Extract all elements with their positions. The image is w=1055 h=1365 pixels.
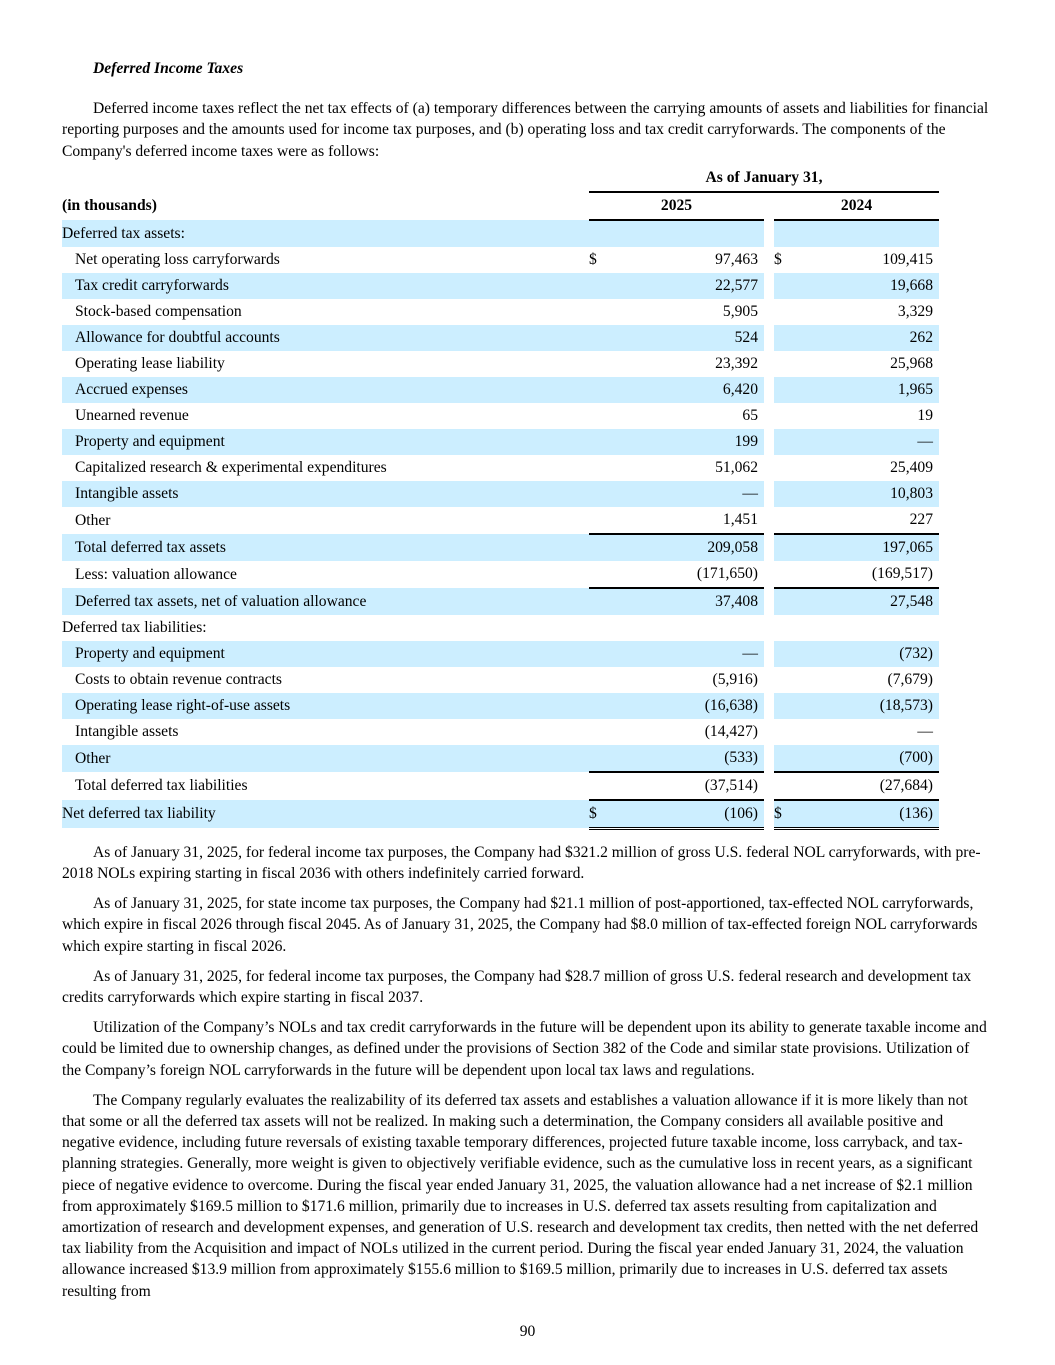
value-2024: 19 xyxy=(917,407,933,425)
cell-pad xyxy=(933,455,939,481)
column-gap xyxy=(764,351,774,377)
column-gap xyxy=(764,615,774,641)
currency-symbol xyxy=(589,745,601,772)
value-2024: 25,968 xyxy=(890,355,933,373)
currency-symbol xyxy=(589,325,601,351)
column-gap xyxy=(764,507,774,534)
assets-header-row xyxy=(62,220,939,247)
currency-symbol xyxy=(589,561,601,588)
value-2024: — xyxy=(786,429,933,455)
row-label: Accrued expenses xyxy=(62,377,589,403)
cell-pad xyxy=(933,800,939,829)
body-paragraph: As of January 31, 2025, for state income tax purposes, the Company had $21.1 million of post-apportioned, tax-effected NOL carryforwards, which expire in fiscal 2026 through fiscal 2045. As of January 31, 2025, the Company had $8.0 million of tax-effected foreign NOL carryforwards which expire starting in fiscal 2026. xyxy=(62,895,978,955)
value-2024: (136) xyxy=(786,800,933,829)
value-2025: (171,650) xyxy=(601,561,758,588)
value-2025: 199 xyxy=(601,429,758,455)
net-liability-row xyxy=(62,800,939,829)
currency-symbol xyxy=(589,481,601,507)
cell-pad xyxy=(786,615,933,641)
cell-pad xyxy=(933,429,939,455)
value-2025: 23,392 xyxy=(715,355,758,373)
value-2024: 227 xyxy=(786,507,933,534)
cell-pad xyxy=(933,273,939,299)
table-row xyxy=(62,299,939,325)
cell-pad xyxy=(933,772,939,800)
value-2025: 65 xyxy=(742,407,758,425)
column-gap xyxy=(764,800,774,829)
row-label: Property and equipment xyxy=(62,429,589,455)
value-2025: 22,577 xyxy=(601,273,758,299)
value-2024: (732) xyxy=(786,641,933,667)
value-2024: 10,803 xyxy=(786,481,933,507)
cell-pad xyxy=(933,351,939,377)
currency-symbol xyxy=(774,641,786,667)
value-2024: 27,548 xyxy=(786,588,933,615)
value-2025: (5,916) xyxy=(712,671,758,689)
table-row xyxy=(62,325,939,351)
cell-pad xyxy=(601,615,758,641)
units-label: (in thousands) xyxy=(62,197,157,215)
table-row xyxy=(62,719,939,745)
value-2024: 1,965 xyxy=(786,377,933,403)
row-label: Intangible assets xyxy=(75,723,179,741)
value-2025: 524 xyxy=(601,325,758,351)
table-row xyxy=(62,403,939,429)
currency-symbol xyxy=(774,534,786,561)
currency-symbol xyxy=(589,507,601,534)
column-gap xyxy=(764,220,774,247)
currency-symbol xyxy=(774,299,786,325)
value-2024: (700) xyxy=(786,745,933,772)
table-row xyxy=(62,667,939,693)
currency-symbol xyxy=(589,455,601,481)
currency-symbol xyxy=(774,325,786,351)
column-header-row xyxy=(62,192,939,220)
row-label: Other xyxy=(62,745,589,772)
column-gap xyxy=(764,377,774,403)
column-header-2024: 2024 xyxy=(774,192,939,220)
currency-symbol xyxy=(774,667,786,693)
liabilities-header-row xyxy=(62,615,939,641)
valuation-row xyxy=(62,561,939,588)
period-header-row xyxy=(62,165,939,192)
row-label: Net deferred tax liability xyxy=(62,800,589,829)
total-liabilities-row xyxy=(62,772,939,800)
currency-symbol: $ xyxy=(774,251,782,269)
value-2025: 97,463 xyxy=(715,251,758,269)
value-2025: (37,514) xyxy=(601,772,758,800)
currency-symbol xyxy=(589,693,601,719)
currency-symbol: $ xyxy=(589,800,601,829)
column-gap xyxy=(764,403,774,429)
period-header: As of January 31, xyxy=(589,165,939,192)
row-label: Stock-based compensation xyxy=(75,303,242,321)
currency-symbol xyxy=(589,719,601,745)
row-label: Total deferred tax liabilities xyxy=(75,777,248,795)
table-row xyxy=(62,273,939,299)
value-2024: 19,668 xyxy=(786,273,933,299)
column-gap xyxy=(764,745,774,772)
cell-pad xyxy=(933,719,939,745)
currency-symbol xyxy=(774,403,786,429)
value-2025: 5,905 xyxy=(722,303,758,321)
deferred-tax-table xyxy=(62,165,939,830)
row-label: Net operating loss carryforwards xyxy=(75,251,280,269)
currency-symbol xyxy=(774,507,786,534)
value-2024: — xyxy=(917,723,933,741)
table-row xyxy=(62,507,939,534)
column-gap xyxy=(764,455,774,481)
cell-pad xyxy=(933,247,939,273)
currency-symbol: $ xyxy=(589,251,597,269)
column-gap xyxy=(764,325,774,351)
value-2025: (16,638) xyxy=(601,693,758,719)
currency-symbol xyxy=(774,273,786,299)
table-row xyxy=(62,377,939,403)
body-paragraph: As of January 31, 2025, for federal income tax purposes, the Company had $321.2 million of gross U.S. federal NOL carryforwards, with pre-2018 NOLs expiring starting in fiscal 2036 with others indefinitely carried forward. xyxy=(62,843,981,883)
cell-pad xyxy=(933,693,939,719)
row-label: Capitalized research & experimental expenditures xyxy=(75,459,387,477)
column-header-2025: 2025 xyxy=(589,192,764,220)
table-row xyxy=(62,641,939,667)
row-label: Allowance for doubtful accounts xyxy=(62,325,589,351)
cell-pad xyxy=(933,481,939,507)
currency-symbol xyxy=(774,481,786,507)
currency-symbol xyxy=(774,745,786,772)
value-2025: (106) xyxy=(601,800,758,829)
currency-symbol xyxy=(589,403,601,429)
table-row xyxy=(62,481,939,507)
section-label: Deferred tax liabilities: xyxy=(62,619,207,637)
cell-pad xyxy=(589,615,601,641)
currency-symbol xyxy=(589,429,601,455)
table-row xyxy=(62,745,939,772)
cell-pad xyxy=(933,588,939,615)
currency-symbol xyxy=(589,299,601,325)
cell-pad xyxy=(933,299,939,325)
row-label: Total deferred tax assets xyxy=(62,534,589,561)
column-gap xyxy=(764,247,774,273)
column-gap xyxy=(764,719,774,745)
cell-pad xyxy=(589,220,601,247)
column-gap xyxy=(764,693,774,719)
column-gap xyxy=(764,429,774,455)
value-2024: 197,065 xyxy=(786,534,933,561)
body-paragraph: The Company regularly evaluates the realizability of its deferred tax assets and establishes a valuation allowance if it is more likely than not that some or all the deferred tax assets will not be realized. In making such a determination, the Company considers all available positive and negative evidence, including future reversals of existing taxable temporary differences, projected future taxable income, loss carryback, and tax-planning strategies. Generally, more weight is given to objectively verifiable evidence, such as the cumulative loss in recent years, as a significant piece of negative evidence to overcome. During the fiscal year ended January 31, 2025, the valuation allowance had a net increase of $2.1 million from approximately $169.5 million to $171.6 million, primarily due to increases in U.S. deferred tax assets resulting from capitalization and amortization of research and development expenses, and generation of U.S. research and development tax credits, then netted with the net deferred tax liability from the Acquisition and impact of NOLs utilized in the current period. During the fiscal year ended January 31, 2024, the valuation allowance increased $13.9 million from approximately $155.6 million to $169.5 million, primarily due to increases in U.S. deferred tax assets resulting from xyxy=(62,1091,979,1300)
table-row xyxy=(62,455,939,481)
value-2024: 3,329 xyxy=(897,303,933,321)
section-label: Deferred tax assets: xyxy=(62,220,589,247)
currency-symbol xyxy=(774,588,786,615)
table-row xyxy=(62,429,939,455)
currency-symbol xyxy=(589,667,601,693)
section-heading: Deferred Income Taxes xyxy=(93,60,244,77)
currency-symbol xyxy=(589,588,601,615)
currency-symbol xyxy=(589,273,601,299)
cell-pad xyxy=(933,403,939,429)
column-gap xyxy=(764,588,774,615)
value-2025: 51,062 xyxy=(715,459,758,477)
row-label: Operating lease right-of-use assets xyxy=(62,693,589,719)
value-2025: (533) xyxy=(601,745,758,772)
currency-symbol xyxy=(774,429,786,455)
value-2025: (14,427) xyxy=(704,723,758,741)
body-paragraphs xyxy=(62,842,992,1302)
value-2025: — xyxy=(601,481,758,507)
page-number: 90 xyxy=(519,1323,536,1340)
total-assets-row xyxy=(62,534,939,561)
row-label: Tax credit carryforwards xyxy=(62,273,589,299)
cell-pad xyxy=(786,220,933,247)
cell-pad xyxy=(933,507,939,534)
value-2025: 37,408 xyxy=(601,588,758,615)
value-2025: 209,058 xyxy=(601,534,758,561)
body-paragraph: Utilization of the Company’s NOLs and tax credit carryforwards in the future will be dependent upon its ability to generate taxable income and could be limited due to ownership changes, as defined under the provisions of Section 382 of the Code and similar state provisions. Utilization of the Company’s foreign NOL carryforwards in the future will be dependent upon local tax laws and regulations. xyxy=(62,1019,987,1079)
row-label: Deferred tax assets, net of valuation allowance xyxy=(62,588,589,615)
currency-symbol xyxy=(774,455,786,481)
currency-symbol xyxy=(589,641,601,667)
cell-pad xyxy=(933,534,939,561)
row-label: Costs to obtain revenue contracts xyxy=(75,671,282,689)
cell-pad xyxy=(774,220,786,247)
cell-pad xyxy=(933,641,939,667)
value-2024: (18,573) xyxy=(786,693,933,719)
intro-paragraph: Deferred income taxes reflect the net tax effects of (a) temporary differences between the carrying amounts of assets and liabilities for financial reporting purposes and the amounts used for income tax purposes, and (b) operating loss and tax credit carryforwards. The components of the Company's deferred income taxes were as follows: xyxy=(62,100,989,160)
column-gap xyxy=(764,667,774,693)
currency-symbol xyxy=(774,719,786,745)
currency-symbol xyxy=(774,772,786,800)
value-2024: 262 xyxy=(786,325,933,351)
value-2024: (27,684) xyxy=(786,772,933,800)
cell-pad xyxy=(933,561,939,588)
row-label: Property and equipment xyxy=(62,641,589,667)
currency-symbol xyxy=(774,561,786,588)
cell-pad xyxy=(933,615,939,641)
column-gap xyxy=(764,641,774,667)
cell-pad xyxy=(933,377,939,403)
cell-pad xyxy=(933,325,939,351)
value-2025: 1,451 xyxy=(601,507,758,534)
value-2024: (7,679) xyxy=(887,671,933,689)
cell-pad xyxy=(601,220,758,247)
row-label: Unearned revenue xyxy=(75,407,189,425)
cell-pad xyxy=(933,220,939,247)
cell-pad xyxy=(774,615,786,641)
currency-symbol xyxy=(589,377,601,403)
currency-symbol xyxy=(589,351,601,377)
value-2024: 25,409 xyxy=(890,459,933,477)
value-2025: — xyxy=(601,641,758,667)
currency-symbol xyxy=(774,351,786,377)
document-page xyxy=(62,56,992,1302)
table-row xyxy=(62,693,939,719)
table-row xyxy=(62,247,939,273)
value-2025: 6,420 xyxy=(601,377,758,403)
row-label: Operating lease liability xyxy=(75,355,225,373)
value-2024: (169,517) xyxy=(786,561,933,588)
table-row xyxy=(62,351,939,377)
cell-pad xyxy=(933,667,939,693)
net-assets-row xyxy=(62,588,939,615)
currency-symbol xyxy=(774,693,786,719)
value-2024: 109,415 xyxy=(882,251,933,269)
currency-symbol xyxy=(589,772,601,800)
column-gap xyxy=(764,561,774,588)
row-label: Intangible assets xyxy=(62,481,589,507)
column-gap xyxy=(764,772,774,800)
row-label: Other xyxy=(75,511,111,529)
body-paragraph: As of January 31, 2025, for federal income tax purposes, the Company had $28.7 million of gross U.S. federal research and development tax credits carryforwards which expire starting in fiscal 2037. xyxy=(62,967,972,1007)
column-gap xyxy=(764,481,774,507)
column-gap xyxy=(764,273,774,299)
row-label: Less: valuation allowance xyxy=(75,565,237,583)
currency-symbol: $ xyxy=(774,800,786,829)
column-gap xyxy=(764,534,774,561)
cell-pad xyxy=(933,745,939,772)
column-gap xyxy=(764,299,774,325)
currency-symbol xyxy=(589,534,601,561)
currency-symbol xyxy=(774,377,786,403)
